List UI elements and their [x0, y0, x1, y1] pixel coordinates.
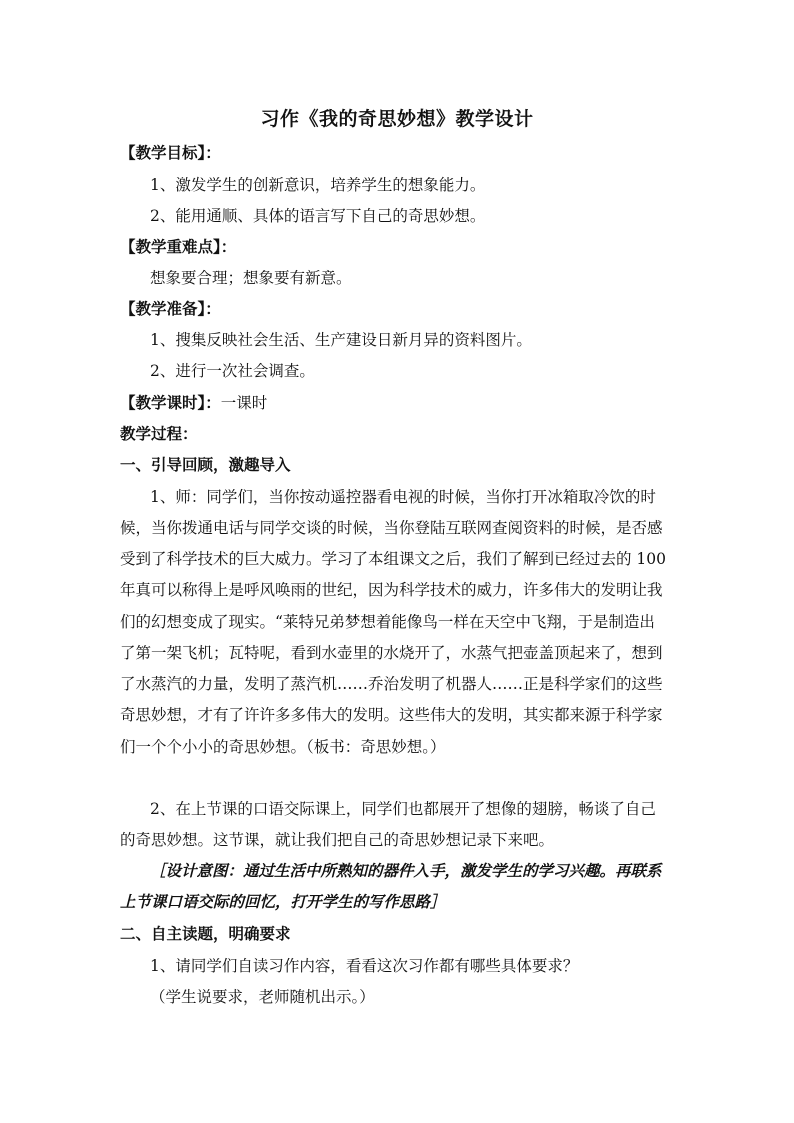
key-points-text: 想象要合理；想象要有新意。: [150, 269, 352, 287]
duration-line: [120, 394, 267, 412]
design-intent-note: 上节课口语交际的回忆，打开学生的写作思路］: [120, 892, 446, 911]
paragraph-line: 们一个个小小的奇思妙想。（板书：奇思妙想。）: [120, 738, 446, 756]
paragraph-line: 2、在上节课的口语交际课上，同学们也都展开了想像的翅膀，畅谈了自己: [150, 800, 656, 818]
preparation-heading: 【教学准备】：: [120, 299, 221, 318]
paragraph-line: 奇思妙想，才有了许许多多伟大的发明。这些伟大的发明，其实都来源于科学家: [120, 706, 663, 724]
paragraph-line: 受到了科学技术的巨大威力。学习了本组课文之后，我们了解到已经过去的 100: [120, 550, 667, 568]
paragraph-line: 1、师：同学们，当你按动遥控器看电视的时候，当你打开冰箱取冷饮的时: [150, 488, 656, 506]
key-points-heading: 【教学重难点】：: [120, 237, 237, 256]
paragraph-line: 候，当你拨通电话与同学交谈的时候，当你登陆互联网查阅资料的时候，是否感: [120, 519, 663, 537]
section-2-heading: 二、自主读题，明确要求: [120, 924, 291, 943]
duration-value: 一课时: [220, 394, 268, 412]
design-intent-note: ［设计意图：通过生活中所熟知的器件入手，激发学生的学习兴趣。再联系: [150, 861, 662, 880]
paragraph-line: 的奇思妙想。这节课，就让我们把自己的奇思妙想记录下来吧。: [120, 831, 555, 849]
section-2-item-2: （学生说要求，老师随机出示。）: [150, 988, 375, 1006]
goal-item-1: 1、激发学生的创新意识，培养学生的想象能力。: [150, 176, 486, 194]
section-1-heading: 一、引导回顾，激趣导入: [120, 455, 291, 474]
goal-item-2: 2、能用通顺、具体的语言写下自己的奇思妙想。: [150, 207, 486, 225]
preparation-item-1: 1、搜集反映社会生活、生产建设日新月异的资料图片。: [150, 331, 532, 349]
paragraph-line: 们的幻想变成了现实。“莱特兄弟梦想着能像鸟一样在天空中飞翔，于是制造出: [120, 613, 655, 631]
paragraph-line: 了第一架飞机；瓦特呢，看到水壶里的水烧开了，水蒸气把壶盖顶起来了，想到: [120, 644, 663, 662]
goals-heading: 【教学目标】：: [120, 143, 221, 162]
document-title: 习作《我的奇思妙想》教学设计: [260, 108, 534, 130]
preparation-item-2: 2、进行一次社会调查。: [150, 362, 315, 380]
paragraph-line: 年真可以称得上是呼风唤雨的世纪，因为科学技术的威力，许多伟大的发明让我: [120, 581, 663, 599]
duration-heading: 【教学课时】：: [120, 393, 221, 412]
section-2-item-1: 1、请同学们自读习作内容，看看这次习作都有哪些具体要求？: [150, 957, 579, 975]
paragraph-line: 了水蒸汽的力量，发明了蒸汽机……乔治发明了机器人……正是科学家们的这些: [120, 675, 663, 693]
process-heading: 教学过程：: [120, 424, 198, 443]
